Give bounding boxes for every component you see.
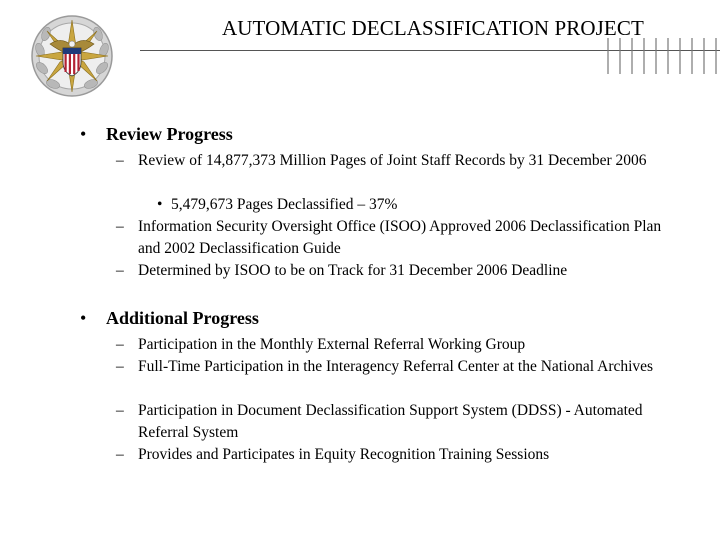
vertical-stripes-decoration (606, 38, 720, 76)
bullet-icon: • (157, 196, 163, 213)
bullet-icon: • (80, 124, 87, 144)
dash-icon: – (116, 218, 124, 235)
dash-icon: – (116, 262, 124, 279)
list-item (116, 356, 678, 378)
slide-title: AUTOMATIC DECLASSIFICATION PROJECT (222, 16, 644, 40)
sub-list-item (157, 194, 398, 216)
list-item-text: Participation in the Monthly External Referral Working Group (138, 336, 526, 353)
joint-chiefs-seal-icon (28, 10, 116, 100)
list-item-text: Provides and Participates in Equity Recognition Training Sessions (138, 446, 550, 463)
dash-icon: – (116, 152, 124, 169)
list-item (116, 400, 678, 444)
section-heading-review-progress (80, 124, 233, 145)
bullet-icon: • (80, 308, 87, 328)
section-heading-text: Additional Progress (106, 308, 259, 328)
list-item-text: Determined by ISOO to be on Track for 31 December 2006 Deadline (138, 262, 568, 279)
dash-icon: – (116, 446, 124, 463)
list-item-text: Participation in Document Declassification Support System (DDSS) - Automated Referral System (138, 402, 643, 441)
list-item-text: Review of 14,877,373 Million Pages of Joint Staff Records by 31 December 2006 (138, 152, 647, 169)
dash-icon: – (116, 358, 124, 375)
list-item (116, 150, 678, 172)
section-heading-text: Review Progress (106, 124, 233, 144)
list-item (116, 216, 678, 260)
list-item (116, 260, 678, 282)
sub-list-item-text: 5,479,673 Pages Declassified – 37% (171, 196, 398, 213)
list-item (116, 444, 678, 466)
dash-icon: – (116, 336, 124, 353)
list-item (116, 334, 678, 356)
list-item-text: Full-Time Participation in the Interagency Referral Center at the National Archives (138, 358, 654, 375)
section-heading-additional-progress (80, 308, 259, 329)
dash-icon: – (116, 402, 124, 419)
list-item-text: Information Security Oversight Office (ISOO) Approved 2006 Declassification Plan and 2002 Declassification Guide (138, 218, 662, 257)
